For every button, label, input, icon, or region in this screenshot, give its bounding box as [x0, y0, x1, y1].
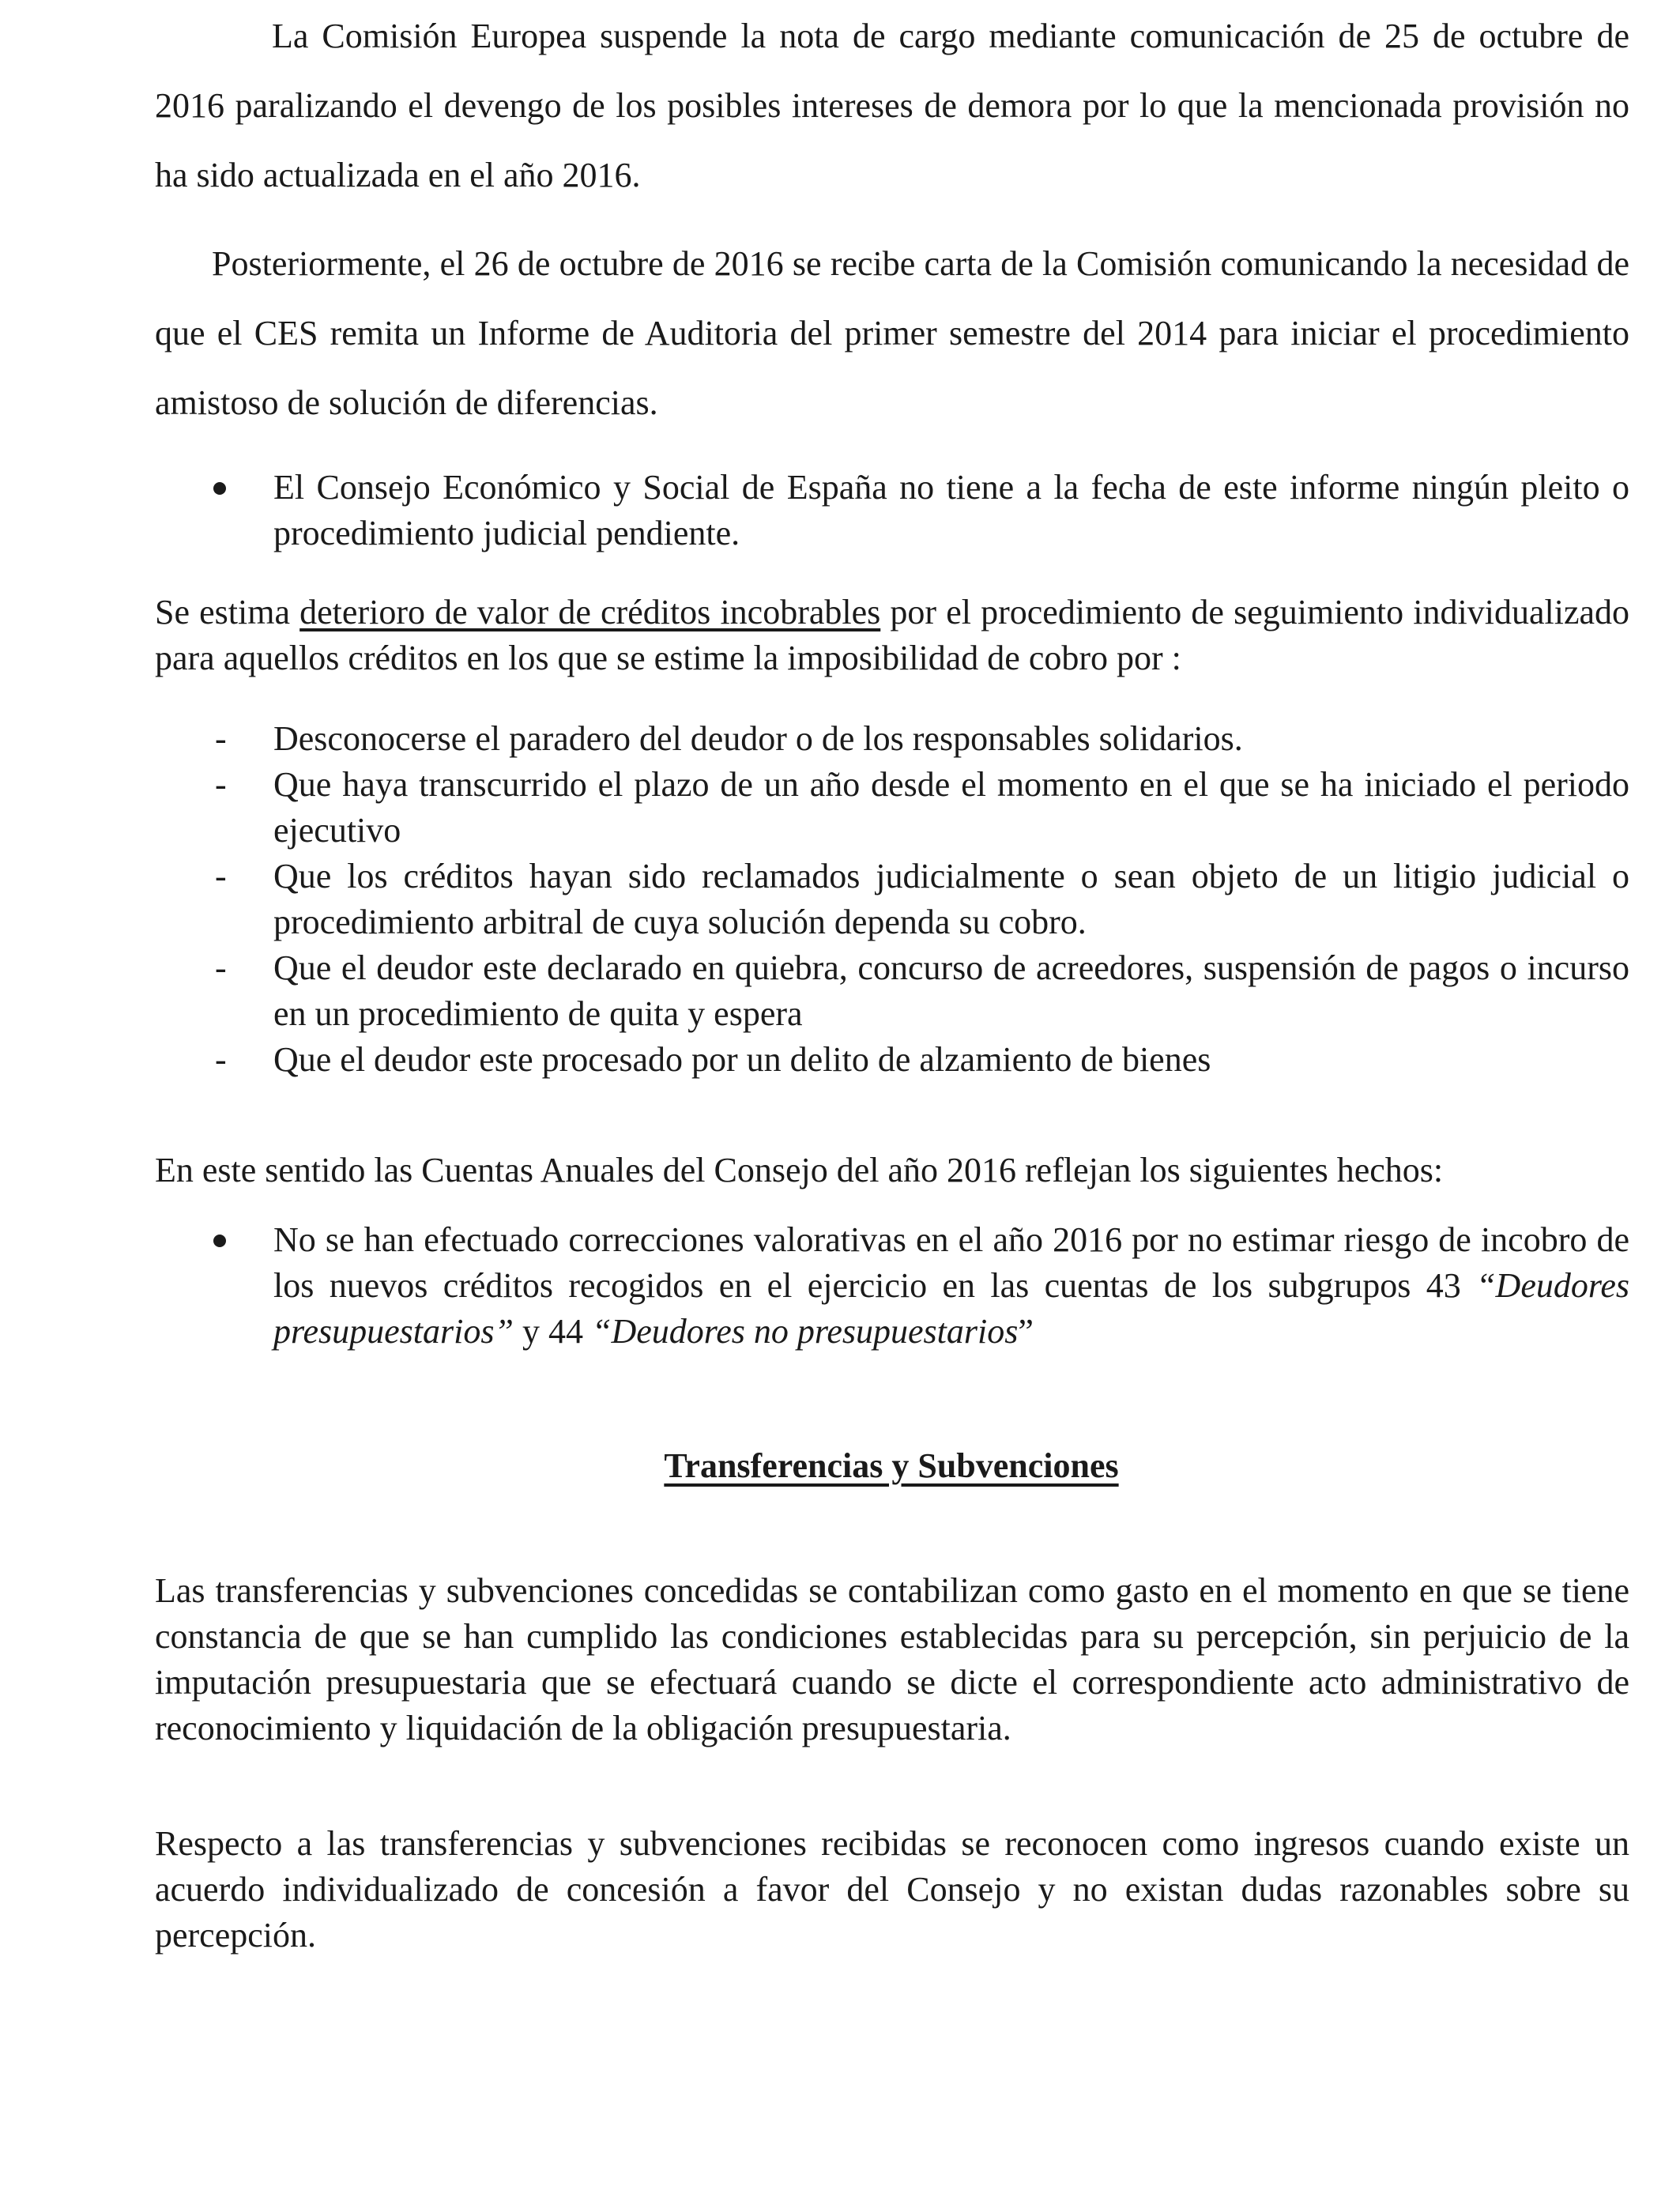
dash-marker: - [215, 948, 227, 987]
list-item-text: Que el deudor este declarado en quiebra, concurso de acreedores, suspensión de pagos o incurso en un procedimiento de quita y espera [273, 948, 1629, 1033]
list-item-text: No se han efectuado correcciones valorativas en el año 2016 por no estimar riesgo de incobro de los nuevos créditos recogidos en el ejercicio en las cuentas de los subgrupos 43 [273, 1220, 1629, 1305]
underlined-term: deterioro de valor de créditos incobrables [299, 593, 881, 631]
dash-marker: - [215, 1040, 227, 1079]
section-heading: Transferencias y Subvenciones [664, 1446, 1119, 1485]
paragraph-transferencias-concedidas: Las transferencias y subvenciones concedidas se contabilizan como gasto en el momento en que se tiene constancia de que se han cumplido las condiciones establecidas para su percepción, sin perjuicio de la imputación presupuestaria que se efectuará cuando se dicte el correspondiente acto administrativo de reconocimiento y liquidación de la obligación presupuestaria. [155, 1571, 1629, 1747]
dash-marker: - [215, 857, 227, 895]
paragraph-posteriormente: Posteriormente, el 26 de octubre de 2016 se recibe carta de la Comisión comunicando la necesidad de que el CES remita un Informe de Auditoria del primer semestre del 2014 para iniciar el procedimiento amistoso de solución de diferencias. [155, 244, 1629, 422]
list-item-text: Que los créditos hayan sido reclamados judicialmente o sean objeto de un litigio judicial o procedimiento arbitral de cuya solución dependa su cobro. [273, 857, 1629, 941]
bullet-icon [213, 482, 226, 495]
paragraph-text: Se estima [155, 593, 300, 631]
paragraph-cuentas-anuales: En este sentido las Cuentas Anuales del Consejo del año 2016 reflejan los siguientes hechos: [155, 1151, 1444, 1189]
list-item [155, 945, 1629, 1037]
list-item-text: Que haya transcurrido el plazo de un año desde el momento en el que se ha iniciado el periodo ejecutivo [273, 765, 1629, 850]
bullet-list-litigios [155, 465, 1629, 556]
list-item-text: Que el deudor este procesado por un delito de alzamiento de bienes [273, 1040, 1211, 1079]
bullet-list-correcciones [155, 1217, 1629, 1355]
bullet-icon [213, 1235, 226, 1247]
dash-list-causas [155, 716, 1629, 1083]
list-item-text: ” [1018, 1312, 1034, 1351]
dash-marker: - [215, 719, 227, 758]
paragraph-intro: La Comisión Europea suspende la nota de cargo mediante comunicación de 25 de octubre de 2016 paralizando el devengo de los posibles intereses de demora por lo que la mencionada provisión no ha sido actualizada en el año 2016. [155, 17, 1629, 194]
italic-term: “Deudores presupuestarios” [273, 1266, 1629, 1351]
paragraph-text: por el procedimiento de seguimiento individualizado para aquellos créditos en los que se estime la imposibilidad de cobro por : [155, 593, 1630, 677]
list-item [155, 465, 1629, 556]
italic-term: “Deudores no presupuestarios [591, 1312, 1019, 1351]
list-item [155, 762, 1629, 854]
list-item-text: y 44 [513, 1312, 592, 1351]
paragraph-deterioro [155, 590, 1629, 681]
list-item-text: Desconocerse el paradero del deudor o de los responsables solidarios. [273, 719, 1243, 758]
paragraph-transferencias-recibidas: Respecto a las transferencias y subvenciones recibidas se reconocen como ingresos cuando existe un acuerdo individualizado de concesión a favor del Consejo y no existan dudas razonables sobre su percepción. [155, 1824, 1629, 1955]
list-item [155, 1037, 1629, 1083]
list-item [155, 1217, 1629, 1355]
list-item [155, 854, 1629, 945]
dash-marker: - [215, 765, 227, 804]
list-item [155, 716, 1629, 762]
list-item-text: El Consejo Económico y Social de España no tiene a la fecha de este informe ningún pleito o procedimiento judicial pendiente. [273, 468, 1629, 552]
